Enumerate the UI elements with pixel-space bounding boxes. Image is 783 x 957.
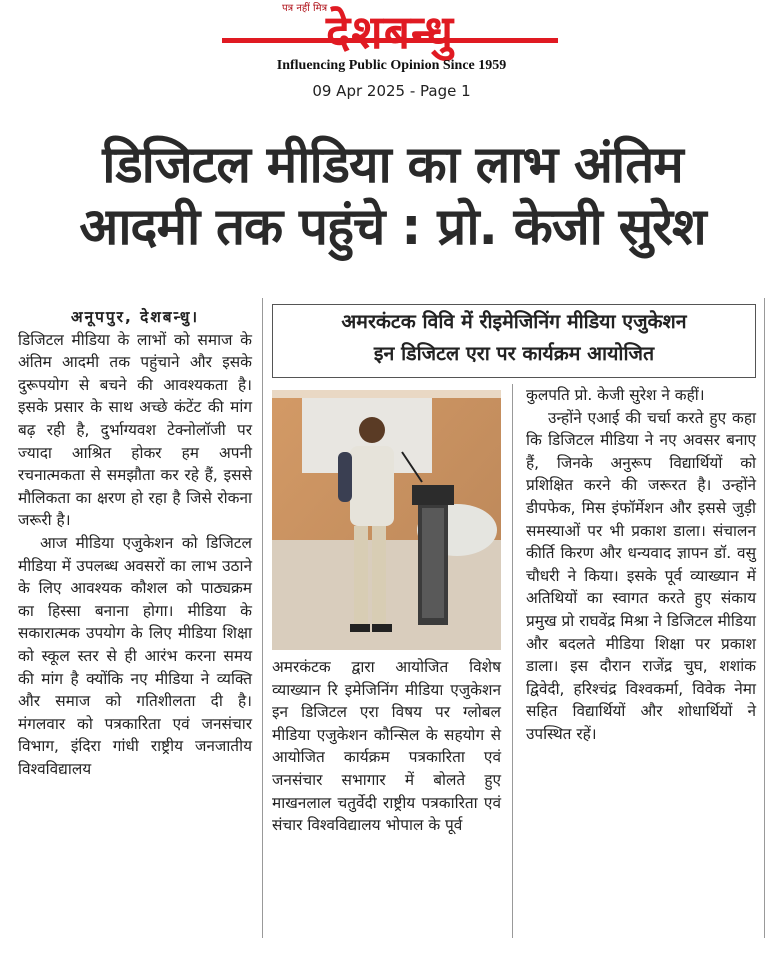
slogan: Influencing Public Opinion Since 1959 [276,58,507,73]
page-info: 09 Apr 2025 - Page 1 [312,82,471,100]
subheadline-line-2: इन डिजिटल एरा पर कार्यक्रम आयोजित [373,342,655,365]
article-column-3 [526,384,756,746]
adjacent-article-edge [770,300,783,940]
paragraph: आज मीडिया एजुकेशन को डिजिटल मीडिया में उपलब्ध अवसरों का लाभ उठाने के लिए आवश्यक कौशल को पाठ्यक्रम का हिस्सा बनाना होगा। मीडिया के सकारात्मक उपयोग के लिए मीडिया शिक्षा को स्कूल स्तर से ही आरंभ करना समय की मांग है क्योंकि नए मीडिया ने व्यक्ति और समाज को गतिशीलता दी है। मंगलवार को पत्रकारिता एवं जनसंचार विभाग, इंदिरा गांधी राष्ट्रीय जनजातीय विश्वविद्यालय [18,533,252,778]
masthead [0,0,783,110]
paragraph: अमरकंटक द्वारा आयोजित विशेष व्याख्यान रि इमेजिनिंग मीडिया एजुकेशन इन डिजिटल एरा विषय पर ग्लोबल मीडिया एजुकेशन कौन्सिल के सहयोग से आयोजित कार्यक्रम पत्रकारिता एवं जनसंचार सभागार में बोलते हुए माखनलाल चतुर्वेदी राष्ट्रीय पत्रकारिता एवं संचार विश्वविद्यालय भोपाल के पूर्व [272,658,501,835]
headline-line-1: डिजिटल मीडिया का लाभ अंतिम [102,136,683,195]
article-column-1 [18,306,252,780]
speaker-photo-illustration [272,390,501,650]
event-photo [272,390,501,650]
paragraph: उन्होंने एआई की चर्चा करते हुए कहा कि डिजिटल मीडिया ने नए अवसर बनाए हैं, जिनके अनुरूप विद्यार्थियों को प्रशिक्षित करने की जरूरत है। उन्होंने डीपफेक, मिस इंफॉर्मेशन और इससे जुड़ी समस्याओं पर भी प्रकाश डाला। संचालन कीर्ति किरण और धन्यवाद ज्ञापन डॉ. वसु चौधरी ने किया। इसके पूर्व व्याख्यान में अतिथियों का स्वागत करते हुए संकाय प्रमुख प्रो राघवेंद्र मिश्रा ने डिजिटल मीडिया और बदलते मीडिया शिक्षा पर प्रकाश डाला। इस दौरान राजेंद्र चुघ, शशांक द्विवेदी, हरिश्चंद्र विश्वकर्मा, विवेक नेमा सहित विद्यार्थियों और शोधार्थियों ने उपस्थित रहें। [526,408,756,743]
paragraph: कुलपति प्रो. केजी सुरेश ने कहीं। [526,386,705,404]
headline [20,135,765,259]
column-divider [512,384,513,938]
paragraph: डिजिटल मीडिया के लाभों को समाज के अंतिम आदमी तक पहुंचाने और इसके दुरूपयोग से बचने की आवश्यकता है। इसके प्रसार के साथ अच्छे कंटेंट की मांग बढ़ रही है, दुर्भाग्यवश टेक्नोलॉजी पर ज्यादा आश्रित होकर हम अपनी रचनात्मकता से समझौता कर रहे हैं, इससे मौलिकता का क्षरण हो रहा है जिसे रोकना जरूरी है। [18,330,252,530]
column-divider [764,298,765,938]
logo-tagline: पत्र नहीं मित्र [282,3,328,14]
subheadline-line-1: अमरकंटक विवि में रीइमेजिनिंग मीडिया एजुकेशन [341,310,687,333]
column-divider [262,298,263,938]
newspaper-logo [210,0,570,62]
logo-text: देशबन्धु [325,5,454,59]
subheadline-box [272,304,756,378]
dateline: अनूपपुर, देशबन्धु। [70,308,200,326]
headline-line-2: आदमी तक पहुंचे : प्रो. केजी सुरेश [79,198,706,257]
article-column-2 [272,656,501,837]
